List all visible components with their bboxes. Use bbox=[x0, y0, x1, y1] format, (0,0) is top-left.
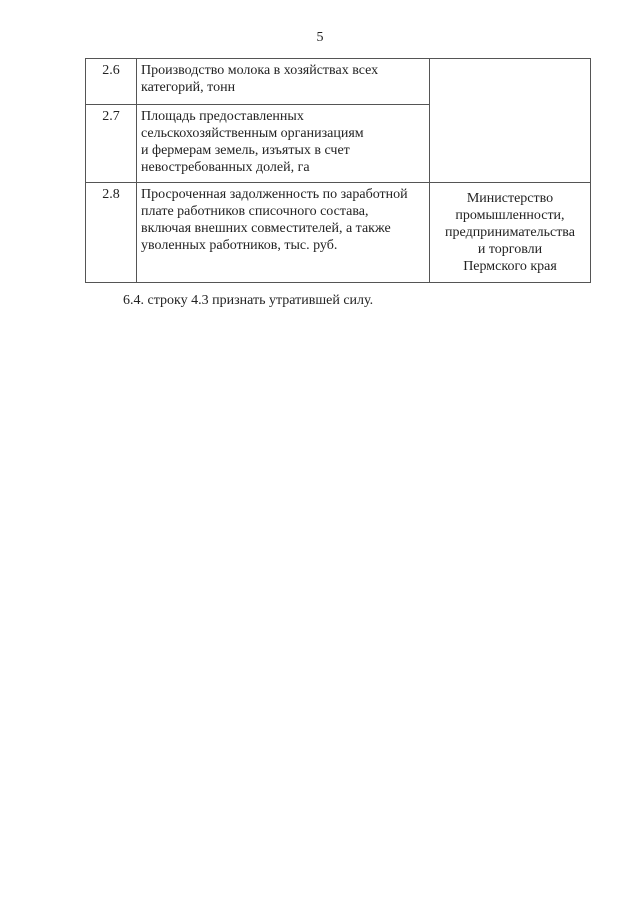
row-text bbox=[137, 105, 430, 183]
row-number: 2.6 bbox=[86, 59, 137, 105]
text-line: и фермерам земель, изъятых в счет bbox=[141, 143, 350, 158]
row-text bbox=[137, 183, 430, 283]
text-line: уволенных работников, тыс. руб. bbox=[141, 238, 338, 253]
table-row bbox=[86, 59, 591, 105]
table-row bbox=[86, 183, 591, 283]
text-line: Площадь предоставленных bbox=[141, 109, 304, 124]
responsible-organization bbox=[430, 183, 591, 283]
org-line: и торговли bbox=[477, 242, 543, 257]
row-text bbox=[137, 59, 430, 105]
text-line: плате работников списочного состава, bbox=[141, 204, 369, 219]
org-line: Министерство bbox=[466, 191, 554, 206]
text-line: сельскохозяйственным организациям bbox=[141, 126, 364, 141]
text-line: Просроченная задолженность по заработной bbox=[141, 187, 408, 202]
text-line: включая внешних совместителей, а также bbox=[141, 221, 391, 236]
org-line: промышленности, bbox=[455, 208, 565, 223]
org-line: Пермского края bbox=[463, 259, 557, 274]
text-line: Производство молока в хозяйствах всех bbox=[141, 63, 379, 78]
text-line: невостребованных долей, га bbox=[141, 160, 310, 175]
org-line: предпринимательства bbox=[445, 225, 575, 240]
row-number: 2.7 bbox=[86, 105, 137, 183]
row-number: 2.8 bbox=[86, 183, 137, 283]
page-number: 5 bbox=[316, 30, 324, 45]
indicators-table bbox=[85, 58, 591, 283]
amendment-note: 6.4. строку 4.3 признать утратившей силу. bbox=[123, 293, 374, 308]
text-line: категорий, тонн bbox=[141, 80, 236, 95]
responsible-cell-empty bbox=[430, 59, 591, 183]
